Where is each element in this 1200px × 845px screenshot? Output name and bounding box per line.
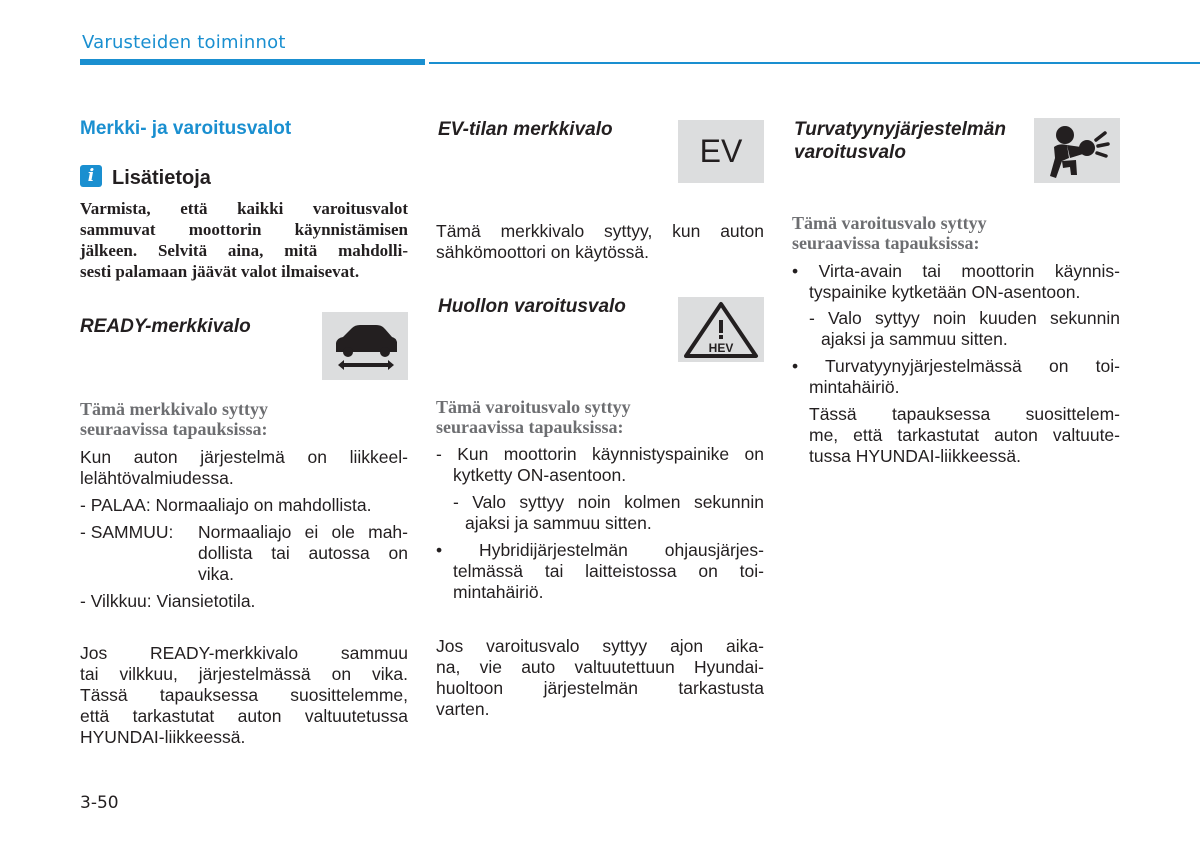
service-indicator-box [678,297,764,362]
section-heading: Merkki- ja varoitusvalot [80,118,292,139]
text-line: • Hybridijärjestelmän ohjausjärjes- [436,540,764,560]
text-line: Tässä tapauksessa suosittelem- [809,404,1120,424]
service-title: Huollon varoitusvalo [438,296,626,317]
text-line: mintahäiriö. [809,377,900,397]
text-line: huoltoon järjestelmän tarkastusta [436,678,764,698]
subheading-line: Tämä merkkivalo syttyy [80,399,268,419]
page-number: 3-50 [80,793,119,813]
subheading-line: seuraavissa tapauksissa: [436,417,624,437]
palaa-item: - PALAA: Normaaliajo on mahdollista. [80,495,372,515]
text-line: ajaksi ja sammuu sitten. [465,513,652,533]
sammuu-text [198,522,408,585]
text-line: HYUNDAI-liikkeessä. [80,727,246,747]
airbag-subheading [792,213,987,253]
subheading-line: Tämä varoitusvalo syttyy [436,397,631,417]
text-line: tai vilkkuu, järjestelmässä on vika. [80,664,408,684]
text-line: Jos READY-merkkivalo sammuu [80,643,408,663]
text-line: mintahäiriö. [453,582,544,602]
text-line: lelähtövalmiudessa. [80,468,234,488]
subheading-line: Tämä varoitusvalo syttyy [792,213,987,233]
service-item-1 [436,444,764,486]
section-title: Varusteiden toiminnot [82,32,286,53]
header-rule-thick [80,59,425,65]
service-subheading [436,397,631,437]
info-text [80,198,408,282]
text-line: telmässä tai laitteistossa on toi- [453,561,764,581]
airbag-title [794,118,1006,164]
subheading-line: seuraavissa tapauksissa: [792,233,980,253]
subheading-line: seuraavissa tapauksissa: [80,419,268,439]
text-line: Normaaliajo ei ole mah- [198,522,408,542]
text-line: että tarkastutat auton valtuutetussa [80,706,408,726]
info-line: sammuvat moottorin käynnistämisen [80,220,408,239]
text-line: Jos varoitusvalo syttyy ajon aika- [436,636,764,656]
header-rule-thin [429,62,1200,64]
ready-subheading [80,399,268,439]
text-line: na, vie auto valtuutettuun Hyundai- [436,657,764,677]
text-line: Kun auton järjestelmä on liikkeel- [80,447,408,467]
airbag-item-1 [792,261,1120,303]
text-line: vika. [198,564,234,584]
info-icon: i [80,165,102,187]
info-line: jälkeen. Selvitä aina, mitä mahdolli- [80,241,408,260]
text-line: tyspainike kytketään ON-asentoon. [809,282,1081,302]
title-line: Turvatyynyjärjestelmän [794,119,1006,140]
service-closing [436,636,764,720]
airbag-icon [1034,118,1120,183]
info-title: Lisätietoja [112,167,211,189]
info-line: Varmista, että kaikki varoitusvalot [80,199,408,218]
vilkkuu-item: - Vilkkuu: Viansietotila. [80,591,256,611]
ready-indicator-box [322,312,408,380]
airbag-item-1-sub [809,308,1120,350]
warning-triangle-icon [678,297,764,362]
text-line: • Virta-avain tai moottorin käynnis- [792,261,1120,281]
text-line: kytketty ON-asentoon. [453,465,627,485]
text-line: dollista tai autossa on [198,543,408,563]
text-line: - Kun moottorin käynnistyspainike on [436,444,764,464]
service-item-2 [436,540,764,603]
ev-title: EV-tilan merkkivalo [438,119,613,140]
text-line: ajaksi ja sammuu sitten. [821,329,1008,349]
sammuu-label: - SAMMUU: [80,522,174,542]
airbag-item-2-note [809,404,1120,467]
hev-label: HEV [708,341,734,355]
service-item-1-sub [453,492,764,534]
ready-closing [80,643,408,748]
airbag-indicator-box [1034,118,1120,183]
text-line: me, että tarkastutat auton valtuute- [809,425,1120,445]
airbag-item-2 [792,356,1120,398]
ev-icon: EV [699,133,743,169]
text-line: - Valo syttyy noin kuuden sekunnin [809,308,1120,328]
text-line: varten. [436,699,490,719]
text-line: • Turvatyynyjärjestelmässä on toi- [792,356,1120,376]
ready-intro [80,447,408,489]
text-line: Tämä merkkivalo syttyy, kun auton [436,221,764,241]
title-line: varoitusvalo [794,142,906,163]
text-line: Tässä tapauksessa suosittelemme, [80,685,408,705]
text-line: sähkömoottori on käytössä. [436,242,650,262]
text-line: - Valo syttyy noin kolmen sekunnin [453,492,764,512]
car-arrows-icon [322,312,408,380]
ready-title: READY-merkkivalo [80,316,251,337]
ev-body [436,221,764,263]
text-line: tussa HYUNDAI-liikkeessä. [809,446,1021,466]
info-line: sesti palamaan jäävät valot ilmaisevat. [80,262,360,281]
ev-indicator-box [678,120,764,183]
